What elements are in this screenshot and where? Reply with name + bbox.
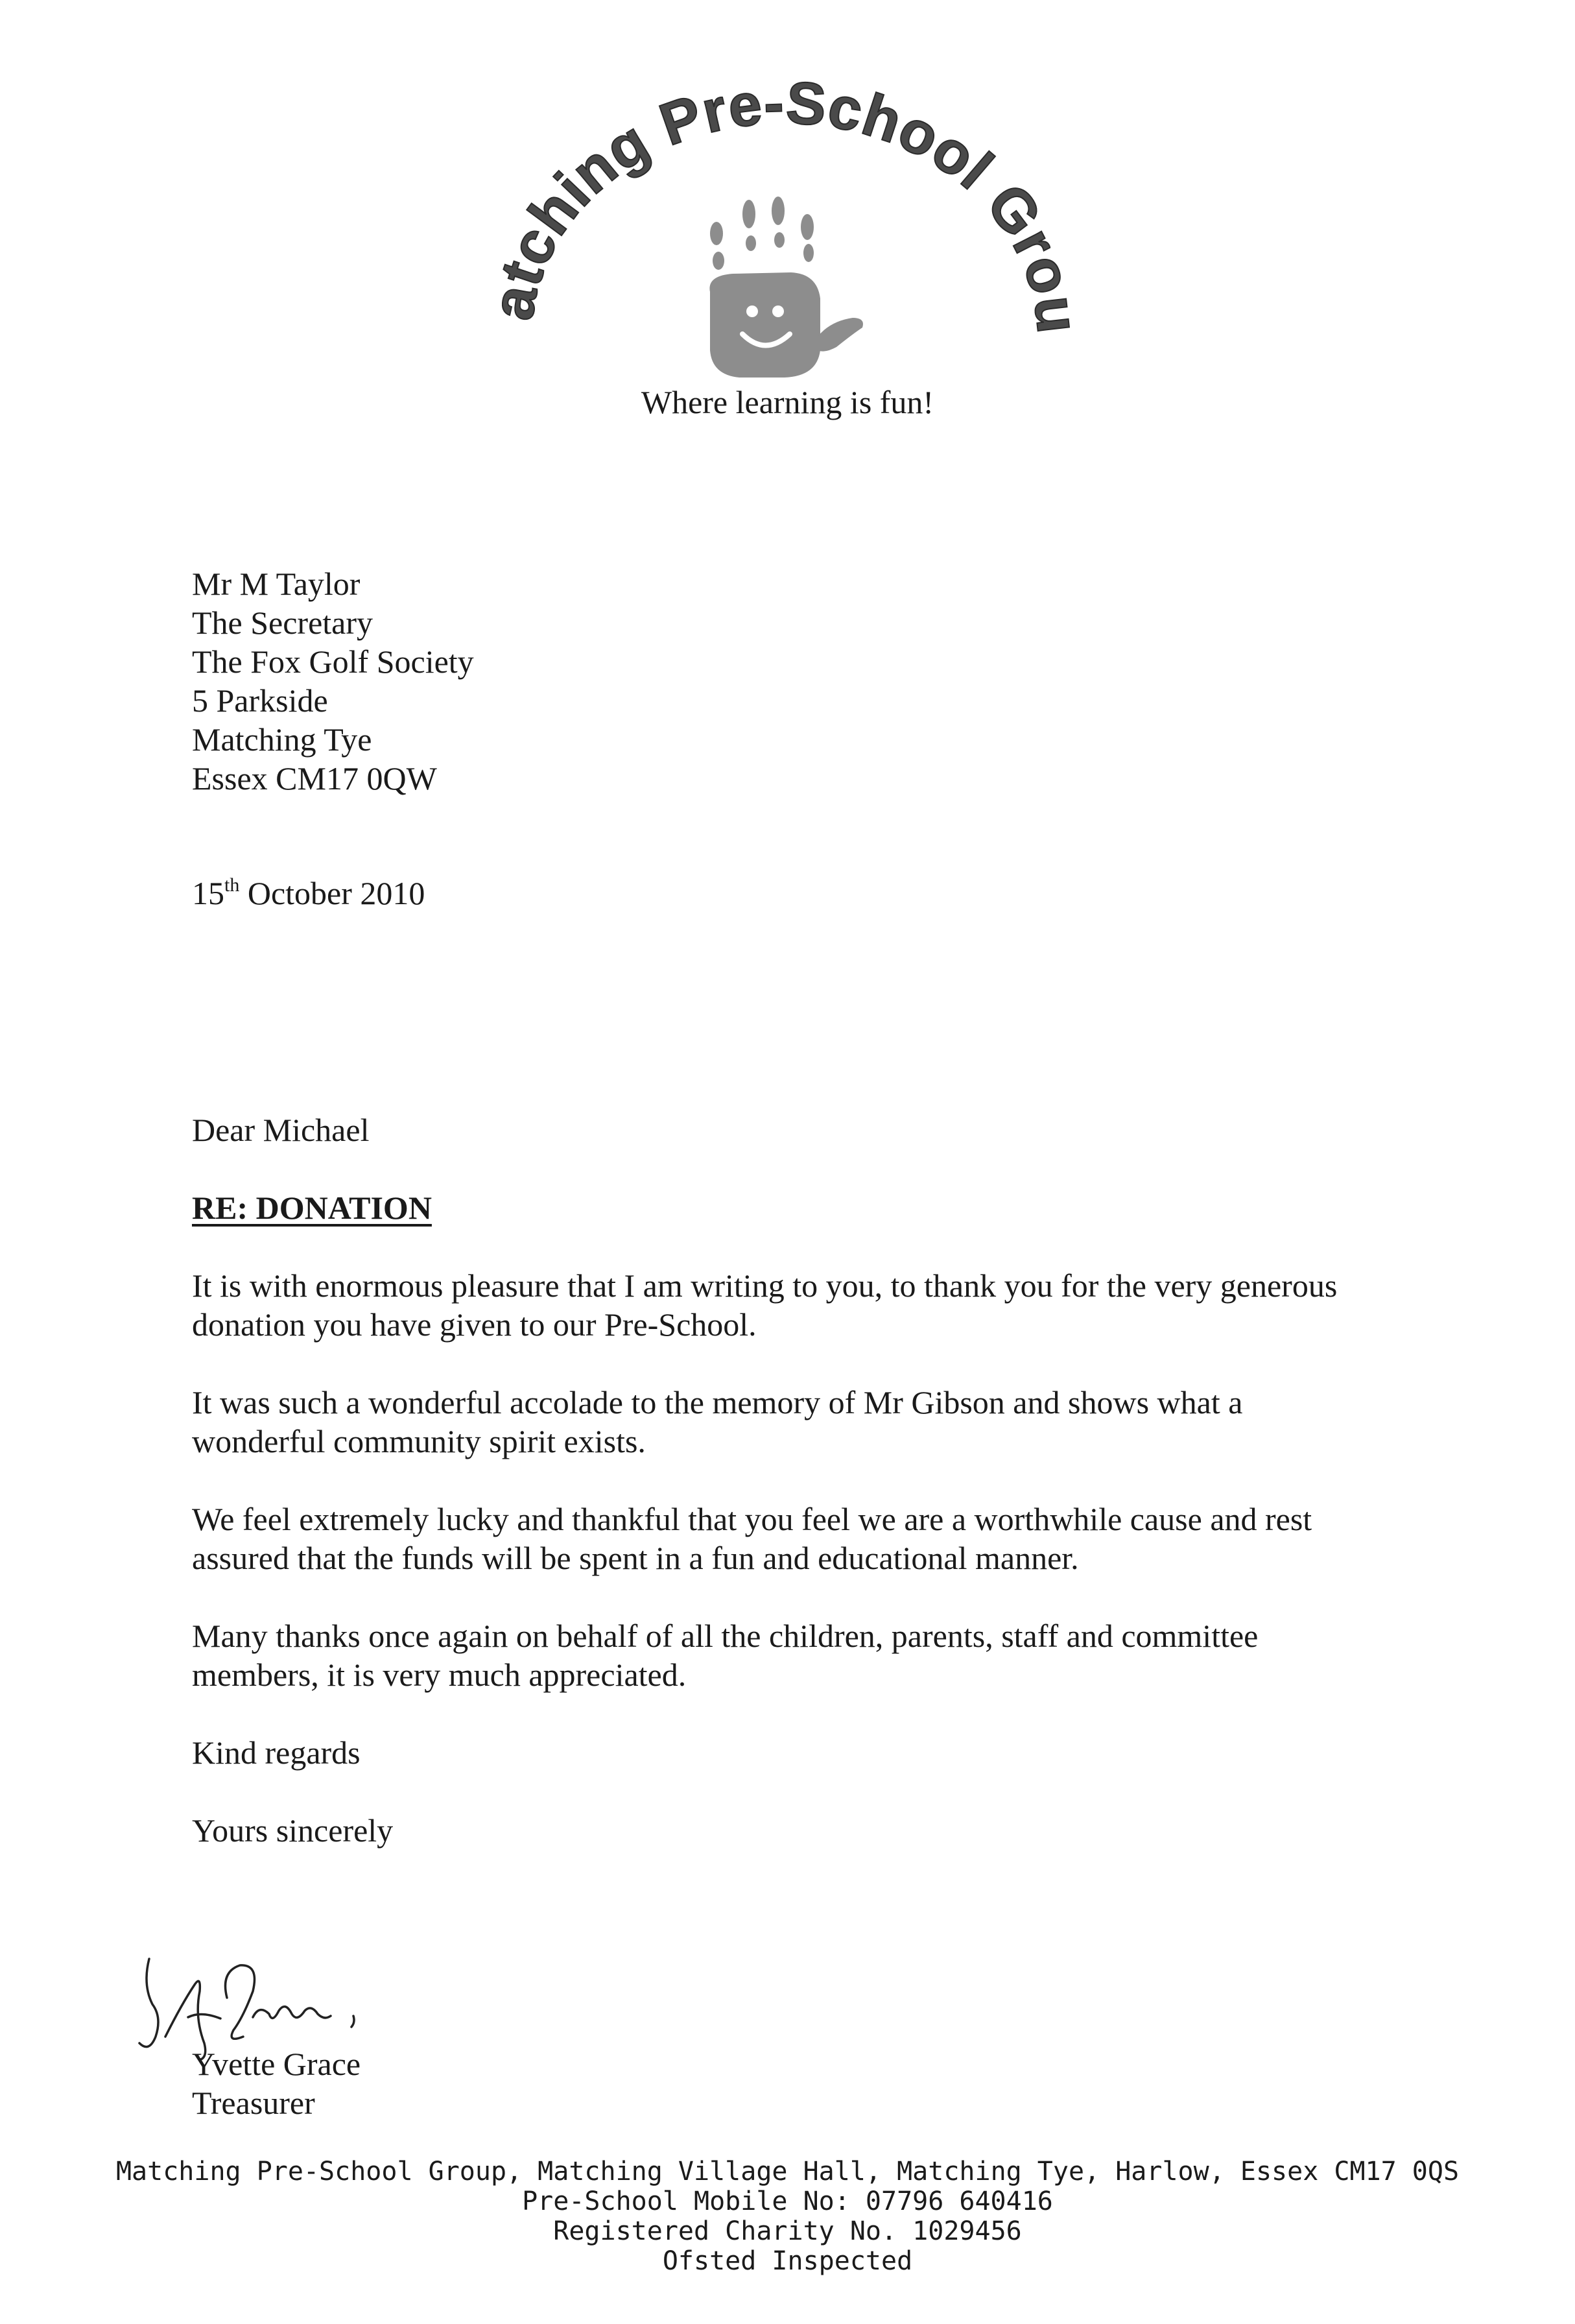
date-suffix: th: [224, 874, 240, 896]
footer-line: Registered Charity No. 1029456: [553, 2216, 1022, 2246]
footer-line: Matching Pre-School Group, Matching Village Hall, Matching Tye, Harlow, Essex CM17 0QS: [115, 2157, 1460, 2186]
handprint-smiley-icon: [709, 197, 863, 377]
address-line: Matching Tye: [192, 721, 372, 758]
subject-line: RE: DONATION: [192, 1190, 432, 1226]
logo-arc-text: Matching Pre-School Group: [468, 69, 1091, 337]
letter-footer: [0, 2157, 1575, 2276]
paragraph-line: It was such a wonderful accolade to the memory of Mr Gibson and shows what a: [192, 1384, 1243, 1420]
footer-line: Ofsted Inspected: [662, 2246, 913, 2276]
signer-name: Yvette Grace: [192, 2046, 361, 2082]
date-rest: October 2010: [239, 875, 425, 911]
body-paragraph: [192, 1500, 1398, 1577]
address-line: The Secretary: [192, 605, 373, 641]
address-line: The Fox Golf Society: [192, 643, 474, 680]
address-line: Mr M Taylor: [192, 566, 361, 602]
recipient-address: [192, 564, 474, 798]
school-logo: [468, 69, 1091, 396]
body-paragraph: [192, 1266, 1398, 1344]
paragraph-line: We feel extremely lucky and thankful that you feel we are a worthwhile cause and rest: [192, 1501, 1312, 1537]
paragraph-line: members, it is very much appreciated.: [192, 1657, 687, 1693]
signer-title: Treasurer: [192, 2085, 315, 2121]
paragraph-line: Many thanks once again on behalf of all the children, parents, staff and committee: [192, 1618, 1259, 1654]
paragraph-line: assured that the funds will be spent in a fun and educational manner.: [192, 1540, 1079, 1576]
closing-kind-regards: Kind regards: [192, 1734, 361, 1771]
address-line: 5 Parkside: [192, 682, 328, 719]
body-paragraph: [192, 1383, 1398, 1461]
date-day: 15: [192, 875, 224, 911]
logo-tagline: Where learning is fun!: [641, 384, 934, 420]
body-paragraph: [192, 1616, 1398, 1694]
paragraph-line: It is with enormous pleasure that I am writing to you, to thank you for the very generous: [192, 1267, 1338, 1304]
paragraph-line: donation you have given to our Pre-School.: [192, 1306, 757, 1343]
footer-line: Pre-School Mobile No: 07796 640416: [522, 2186, 1053, 2216]
closing-yours-sincerely: Yours sincerely: [192, 1812, 394, 1849]
address-line: Essex CM17 0QW: [192, 760, 437, 797]
salutation: Dear Michael: [192, 1112, 370, 1148]
letter-date: [192, 874, 425, 913]
paragraph-line: wonderful community spirit exists.: [192, 1423, 646, 1459]
